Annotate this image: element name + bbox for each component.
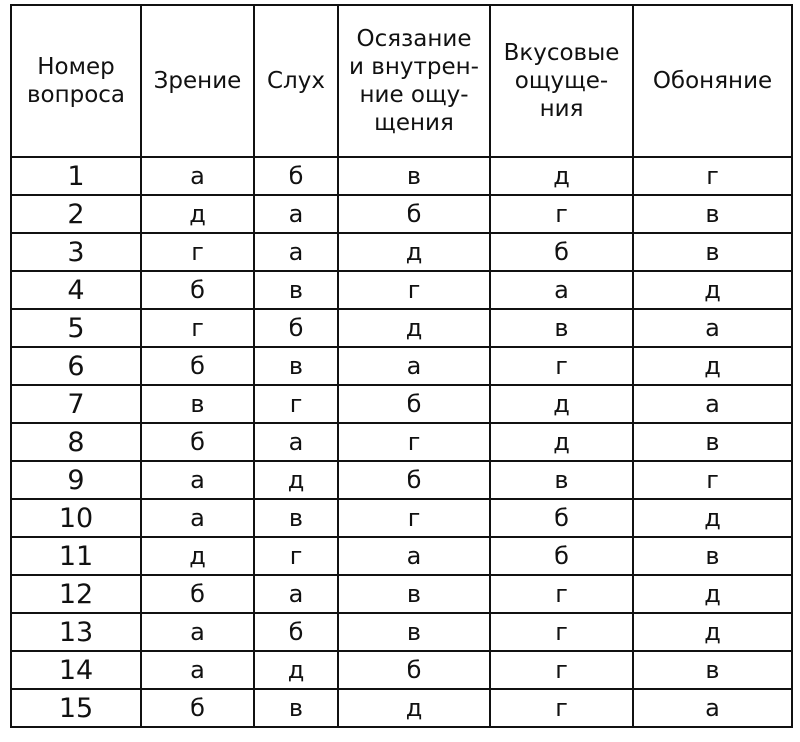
cell-question-number: 1 xyxy=(11,157,141,195)
cell-touch: д xyxy=(338,689,490,727)
cell-question-number: 3 xyxy=(11,233,141,271)
cell-smell: в xyxy=(633,423,792,461)
cell-taste: б xyxy=(490,537,633,575)
cell-question-number: 12 xyxy=(11,575,141,613)
cell-smell: а xyxy=(633,385,792,423)
cell-touch: б xyxy=(338,651,490,689)
cell-vision: б xyxy=(141,575,254,613)
table-row xyxy=(11,423,792,461)
cell-question-number: 11 xyxy=(11,537,141,575)
table-row xyxy=(11,385,792,423)
cell-taste: д xyxy=(490,385,633,423)
cell-smell: д xyxy=(633,271,792,309)
header-smell: Обоняние xyxy=(633,5,792,157)
table-row xyxy=(11,309,792,347)
cell-vision: д xyxy=(141,537,254,575)
table-row xyxy=(11,195,792,233)
cell-touch: в xyxy=(338,613,490,651)
cell-taste: г xyxy=(490,651,633,689)
cell-taste: г xyxy=(490,195,633,233)
cell-vision: а xyxy=(141,499,254,537)
cell-smell: г xyxy=(633,157,792,195)
cell-touch: в xyxy=(338,157,490,195)
cell-hearing: в xyxy=(254,271,338,309)
table-row xyxy=(11,347,792,385)
cell-taste: а xyxy=(490,271,633,309)
table-row xyxy=(11,651,792,689)
cell-question-number: 2 xyxy=(11,195,141,233)
cell-taste: б xyxy=(490,499,633,537)
cell-touch: г xyxy=(338,271,490,309)
cell-hearing: г xyxy=(254,537,338,575)
cell-taste: в xyxy=(490,461,633,499)
cell-hearing: а xyxy=(254,423,338,461)
header-taste: Вкусовые ощуще- ния xyxy=(490,5,633,157)
cell-vision: в xyxy=(141,385,254,423)
cell-smell: в xyxy=(633,537,792,575)
table-row xyxy=(11,271,792,309)
cell-touch: а xyxy=(338,347,490,385)
table-row xyxy=(11,461,792,499)
cell-touch: б xyxy=(338,461,490,499)
table-row xyxy=(11,613,792,651)
answers-table xyxy=(10,4,793,728)
cell-question-number: 13 xyxy=(11,613,141,651)
cell-taste: г xyxy=(490,347,633,385)
table-body xyxy=(11,157,792,727)
cell-touch: б xyxy=(338,195,490,233)
table-row xyxy=(11,575,792,613)
cell-question-number: 6 xyxy=(11,347,141,385)
header-question-number: Номер вопроса xyxy=(11,5,141,157)
cell-vision: г xyxy=(141,233,254,271)
table-row xyxy=(11,689,792,727)
cell-smell: а xyxy=(633,309,792,347)
cell-taste: г xyxy=(490,613,633,651)
header-touch: Осязание и внутрен- ние ощу- щения xyxy=(338,5,490,157)
table-row xyxy=(11,157,792,195)
cell-smell: в xyxy=(633,651,792,689)
cell-question-number: 9 xyxy=(11,461,141,499)
table-row xyxy=(11,233,792,271)
cell-hearing: д xyxy=(254,461,338,499)
cell-taste: д xyxy=(490,423,633,461)
table-row xyxy=(11,499,792,537)
cell-touch: д xyxy=(338,233,490,271)
cell-vision: г xyxy=(141,309,254,347)
cell-hearing: б xyxy=(254,157,338,195)
cell-question-number: 14 xyxy=(11,651,141,689)
cell-vision: а xyxy=(141,461,254,499)
header-vision: Зрение xyxy=(141,5,254,157)
cell-vision: б xyxy=(141,689,254,727)
cell-smell: д xyxy=(633,575,792,613)
cell-hearing: г xyxy=(254,385,338,423)
table-row xyxy=(11,537,792,575)
cell-smell: д xyxy=(633,613,792,651)
cell-question-number: 7 xyxy=(11,385,141,423)
cell-touch: г xyxy=(338,423,490,461)
cell-smell: в xyxy=(633,195,792,233)
cell-vision: а xyxy=(141,157,254,195)
cell-touch: б xyxy=(338,385,490,423)
header-row xyxy=(11,5,792,157)
cell-hearing: а xyxy=(254,195,338,233)
cell-hearing: в xyxy=(254,499,338,537)
cell-vision: б xyxy=(141,347,254,385)
cell-taste: г xyxy=(490,575,633,613)
cell-taste: г xyxy=(490,689,633,727)
cell-touch: д xyxy=(338,309,490,347)
cell-smell: д xyxy=(633,499,792,537)
cell-smell: г xyxy=(633,461,792,499)
cell-vision: а xyxy=(141,613,254,651)
cell-hearing: а xyxy=(254,575,338,613)
cell-vision: а xyxy=(141,651,254,689)
cell-hearing: д xyxy=(254,651,338,689)
cell-question-number: 8 xyxy=(11,423,141,461)
cell-smell: д xyxy=(633,347,792,385)
cell-smell: в xyxy=(633,233,792,271)
cell-question-number: 10 xyxy=(11,499,141,537)
cell-question-number: 5 xyxy=(11,309,141,347)
cell-touch: в xyxy=(338,575,490,613)
cell-vision: б xyxy=(141,423,254,461)
cell-touch: а xyxy=(338,537,490,575)
cell-taste: в xyxy=(490,309,633,347)
cell-hearing: а xyxy=(254,233,338,271)
cell-vision: б xyxy=(141,271,254,309)
cell-hearing: в xyxy=(254,347,338,385)
cell-vision: д xyxy=(141,195,254,233)
cell-hearing: б xyxy=(254,613,338,651)
cell-taste: б xyxy=(490,233,633,271)
cell-touch: г xyxy=(338,499,490,537)
cell-question-number: 15 xyxy=(11,689,141,727)
cell-hearing: б xyxy=(254,309,338,347)
cell-smell: а xyxy=(633,689,792,727)
cell-taste: д xyxy=(490,157,633,195)
header-hearing: Слух xyxy=(254,5,338,157)
cell-hearing: в xyxy=(254,689,338,727)
cell-question-number: 4 xyxy=(11,271,141,309)
